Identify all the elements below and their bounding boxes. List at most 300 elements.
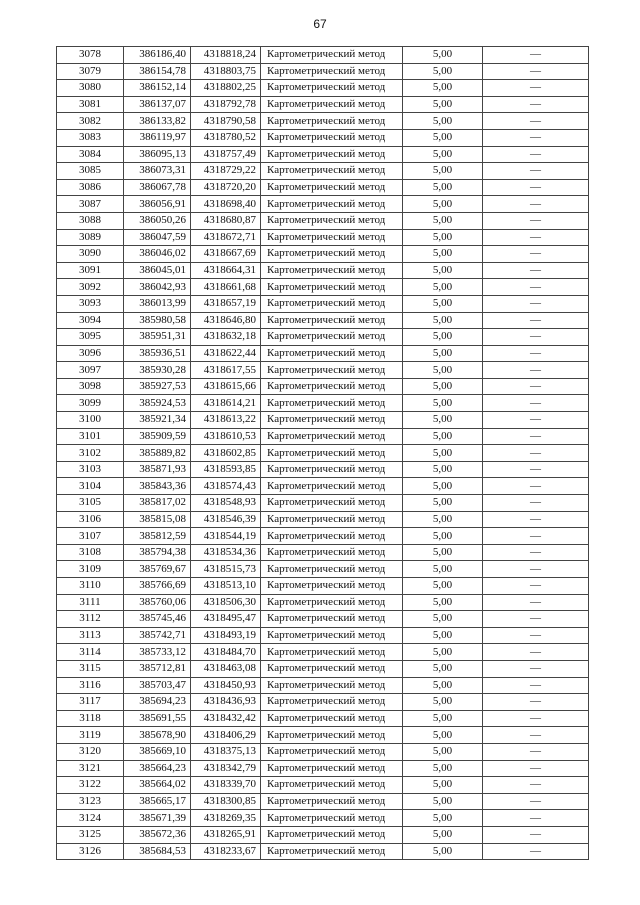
x-coordinate-cell: 386045,01 <box>124 262 191 279</box>
x-coordinate-cell: 385936,51 <box>124 345 191 362</box>
table-row <box>57 461 589 478</box>
point-number-cell: 3098 <box>57 378 124 395</box>
point-number-cell: 3082 <box>57 113 124 130</box>
accuracy-cell: 5,00 <box>403 826 483 843</box>
method-cell: Картометрический метод <box>261 63 403 80</box>
method-cell: Картометрический метод <box>261 710 403 727</box>
x-coordinate-cell: 385678,90 <box>124 727 191 744</box>
table-row <box>57 793 589 810</box>
method-cell: Картометрический метод <box>261 163 403 180</box>
point-number-cell: 3118 <box>57 710 124 727</box>
y-coordinate-cell: 4318450,93 <box>191 677 261 694</box>
accuracy-cell: 5,00 <box>403 129 483 146</box>
x-coordinate-cell: 386119,97 <box>124 129 191 146</box>
accuracy-cell: 5,00 <box>403 246 483 263</box>
accuracy-cell: 5,00 <box>403 611 483 628</box>
point-number-cell: 3122 <box>57 777 124 794</box>
y-coordinate-cell: 4318534,36 <box>191 544 261 561</box>
note-cell: — <box>483 279 589 296</box>
table-row <box>57 229 589 246</box>
accuracy-cell: 5,00 <box>403 80 483 97</box>
y-coordinate-cell: 4318661,68 <box>191 279 261 296</box>
table-row <box>57 362 589 379</box>
y-coordinate-cell: 4318548,93 <box>191 495 261 512</box>
method-cell: Картометрический метод <box>261 47 403 64</box>
x-coordinate-cell: 385921,34 <box>124 412 191 429</box>
accuracy-cell: 5,00 <box>403 47 483 64</box>
x-coordinate-cell: 386056,91 <box>124 196 191 213</box>
accuracy-cell: 5,00 <box>403 743 483 760</box>
point-number-cell: 3083 <box>57 129 124 146</box>
method-cell: Картометрический метод <box>261 677 403 694</box>
method-cell: Картометрический метод <box>261 246 403 263</box>
method-cell: Картометрический метод <box>261 262 403 279</box>
accuracy-cell: 5,00 <box>403 528 483 545</box>
y-coordinate-cell: 4318803,75 <box>191 63 261 80</box>
note-cell: — <box>483 428 589 445</box>
table-row <box>57 727 589 744</box>
method-cell: Картометрический метод <box>261 511 403 528</box>
point-number-cell: 3092 <box>57 279 124 296</box>
table-row <box>57 47 589 64</box>
accuracy-cell: 5,00 <box>403 777 483 794</box>
y-coordinate-cell: 4318432,42 <box>191 710 261 727</box>
accuracy-cell: 5,00 <box>403 412 483 429</box>
table-row <box>57 378 589 395</box>
coordinates-table-body <box>57 47 589 860</box>
table-row <box>57 843 589 860</box>
point-number-cell: 3087 <box>57 196 124 213</box>
method-cell: Картометрический метод <box>261 760 403 777</box>
x-coordinate-cell: 385951,31 <box>124 329 191 346</box>
method-cell: Картометрический метод <box>261 378 403 395</box>
method-cell: Картометрический метод <box>261 312 403 329</box>
x-coordinate-cell: 385924,53 <box>124 395 191 412</box>
y-coordinate-cell: 4318546,39 <box>191 511 261 528</box>
accuracy-cell: 5,00 <box>403 843 483 860</box>
accuracy-cell: 5,00 <box>403 544 483 561</box>
x-coordinate-cell: 385691,55 <box>124 710 191 727</box>
table-row <box>57 561 589 578</box>
point-number-cell: 3093 <box>57 295 124 312</box>
method-cell: Картометрический метод <box>261 179 403 196</box>
note-cell: — <box>483 694 589 711</box>
note-cell: — <box>483 594 589 611</box>
method-cell: Картометрический метод <box>261 146 403 163</box>
method-cell: Картометрический метод <box>261 96 403 113</box>
point-number-cell: 3078 <box>57 47 124 64</box>
y-coordinate-cell: 4318664,31 <box>191 262 261 279</box>
x-coordinate-cell: 385745,46 <box>124 611 191 628</box>
table-row <box>57 428 589 445</box>
method-cell: Картометрический метод <box>261 561 403 578</box>
point-number-cell: 3108 <box>57 544 124 561</box>
x-coordinate-cell: 385794,38 <box>124 544 191 561</box>
method-cell: Картометрический метод <box>261 660 403 677</box>
x-coordinate-cell: 385909,59 <box>124 428 191 445</box>
accuracy-cell: 5,00 <box>403 694 483 711</box>
point-number-cell: 3119 <box>57 727 124 744</box>
table-row <box>57 412 589 429</box>
point-number-cell: 3111 <box>57 594 124 611</box>
accuracy-cell: 5,00 <box>403 362 483 379</box>
accuracy-cell: 5,00 <box>403 196 483 213</box>
y-coordinate-cell: 4318574,43 <box>191 478 261 495</box>
accuracy-cell: 5,00 <box>403 279 483 296</box>
y-coordinate-cell: 4318269,35 <box>191 810 261 827</box>
method-cell: Картометрический метод <box>261 694 403 711</box>
note-cell: — <box>483 743 589 760</box>
accuracy-cell: 5,00 <box>403 113 483 130</box>
method-cell: Картометрический метод <box>261 478 403 495</box>
note-cell: — <box>483 461 589 478</box>
point-number-cell: 3080 <box>57 80 124 97</box>
point-number-cell: 3102 <box>57 445 124 462</box>
accuracy-cell: 5,00 <box>403 461 483 478</box>
method-cell: Картометрический метод <box>261 229 403 246</box>
note-cell: — <box>483 843 589 860</box>
note-cell: — <box>483 826 589 843</box>
table-row <box>57 279 589 296</box>
point-number-cell: 3081 <box>57 96 124 113</box>
accuracy-cell: 5,00 <box>403 345 483 362</box>
table-row <box>57 445 589 462</box>
y-coordinate-cell: 4318698,40 <box>191 196 261 213</box>
y-coordinate-cell: 4318300,85 <box>191 793 261 810</box>
table-row <box>57 80 589 97</box>
accuracy-cell: 5,00 <box>403 644 483 661</box>
x-coordinate-cell: 386073,31 <box>124 163 191 180</box>
point-number-cell: 3105 <box>57 495 124 512</box>
accuracy-cell: 5,00 <box>403 495 483 512</box>
note-cell: — <box>483 246 589 263</box>
note-cell: — <box>483 179 589 196</box>
y-coordinate-cell: 4318792,78 <box>191 96 261 113</box>
x-coordinate-cell: 386133,82 <box>124 113 191 130</box>
table-row <box>57 826 589 843</box>
point-number-cell: 3104 <box>57 478 124 495</box>
table-row <box>57 660 589 677</box>
accuracy-cell: 5,00 <box>403 146 483 163</box>
accuracy-cell: 5,00 <box>403 179 483 196</box>
note-cell: — <box>483 495 589 512</box>
y-coordinate-cell: 4318593,85 <box>191 461 261 478</box>
accuracy-cell: 5,00 <box>403 63 483 80</box>
point-number-cell: 3107 <box>57 528 124 545</box>
note-cell: — <box>483 378 589 395</box>
x-coordinate-cell: 385712,81 <box>124 660 191 677</box>
method-cell: Картометрический метод <box>261 395 403 412</box>
note-cell: — <box>483 212 589 229</box>
x-coordinate-cell: 386186,40 <box>124 47 191 64</box>
accuracy-cell: 5,00 <box>403 810 483 827</box>
y-coordinate-cell: 4318617,55 <box>191 362 261 379</box>
note-cell: — <box>483 810 589 827</box>
point-number-cell: 3115 <box>57 660 124 677</box>
x-coordinate-cell: 385980,58 <box>124 312 191 329</box>
point-number-cell: 3123 <box>57 793 124 810</box>
table-row <box>57 146 589 163</box>
point-number-cell: 3117 <box>57 694 124 711</box>
method-cell: Картометрический метод <box>261 627 403 644</box>
accuracy-cell: 5,00 <box>403 578 483 595</box>
point-number-cell: 3100 <box>57 412 124 429</box>
x-coordinate-cell: 385742,71 <box>124 627 191 644</box>
point-number-cell: 3106 <box>57 511 124 528</box>
method-cell: Картометрический метод <box>261 412 403 429</box>
point-number-cell: 3086 <box>57 179 124 196</box>
note-cell: — <box>483 163 589 180</box>
y-coordinate-cell: 4318544,19 <box>191 528 261 545</box>
note-cell: — <box>483 146 589 163</box>
table-row <box>57 511 589 528</box>
table-row <box>57 63 589 80</box>
accuracy-cell: 5,00 <box>403 660 483 677</box>
method-cell: Картометрический метод <box>261 826 403 843</box>
accuracy-cell: 5,00 <box>403 295 483 312</box>
table-row <box>57 329 589 346</box>
point-number-cell: 3084 <box>57 146 124 163</box>
method-cell: Картометрический метод <box>261 495 403 512</box>
method-cell: Картометрический метод <box>261 113 403 130</box>
x-coordinate-cell: 385664,23 <box>124 760 191 777</box>
y-coordinate-cell: 4318436,93 <box>191 694 261 711</box>
page-number: 67 <box>313 17 327 31</box>
note-cell: — <box>483 660 589 677</box>
note-cell: — <box>483 544 589 561</box>
method-cell: Картометрический метод <box>261 362 403 379</box>
accuracy-cell: 5,00 <box>403 163 483 180</box>
method-cell: Картометрический метод <box>261 843 403 860</box>
point-number-cell: 3113 <box>57 627 124 644</box>
accuracy-cell: 5,00 <box>403 793 483 810</box>
table-row <box>57 594 589 611</box>
method-cell: Картометрический метод <box>261 594 403 611</box>
x-coordinate-cell: 385664,02 <box>124 777 191 794</box>
method-cell: Картометрический метод <box>261 196 403 213</box>
point-number-cell: 3095 <box>57 329 124 346</box>
x-coordinate-cell: 385684,53 <box>124 843 191 860</box>
note-cell: — <box>483 710 589 727</box>
point-number-cell: 3089 <box>57 229 124 246</box>
point-number-cell: 3088 <box>57 212 124 229</box>
x-coordinate-cell: 385669,10 <box>124 743 191 760</box>
table-row <box>57 129 589 146</box>
x-coordinate-cell: 386152,14 <box>124 80 191 97</box>
point-number-cell: 3090 <box>57 246 124 263</box>
note-cell: — <box>483 511 589 528</box>
note-cell: — <box>483 395 589 412</box>
y-coordinate-cell: 4318667,69 <box>191 246 261 263</box>
x-coordinate-cell: 385871,93 <box>124 461 191 478</box>
y-coordinate-cell: 4318602,85 <box>191 445 261 462</box>
method-cell: Картометрический метод <box>261 793 403 810</box>
table-row <box>57 743 589 760</box>
note-cell: — <box>483 578 589 595</box>
y-coordinate-cell: 4318515,73 <box>191 561 261 578</box>
point-number-cell: 3094 <box>57 312 124 329</box>
point-number-cell: 3120 <box>57 743 124 760</box>
y-coordinate-cell: 4318614,21 <box>191 395 261 412</box>
accuracy-cell: 5,00 <box>403 395 483 412</box>
y-coordinate-cell: 4318632,18 <box>191 329 261 346</box>
accuracy-cell: 5,00 <box>403 428 483 445</box>
y-coordinate-cell: 4318757,49 <box>191 146 261 163</box>
y-coordinate-cell: 4318339,70 <box>191 777 261 794</box>
x-coordinate-cell: 385815,08 <box>124 511 191 528</box>
y-coordinate-cell: 4318646,80 <box>191 312 261 329</box>
coordinates-table <box>56 46 589 860</box>
note-cell: — <box>483 362 589 379</box>
accuracy-cell: 5,00 <box>403 378 483 395</box>
table-row <box>57 262 589 279</box>
x-coordinate-cell: 385703,47 <box>124 677 191 694</box>
method-cell: Картометрический метод <box>261 80 403 97</box>
y-coordinate-cell: 4318613,22 <box>191 412 261 429</box>
x-coordinate-cell: 386154,78 <box>124 63 191 80</box>
point-number-cell: 3110 <box>57 578 124 595</box>
point-number-cell: 3126 <box>57 843 124 860</box>
note-cell: — <box>483 777 589 794</box>
y-coordinate-cell: 4318672,71 <box>191 229 261 246</box>
y-coordinate-cell: 4318818,24 <box>191 47 261 64</box>
point-number-cell: 3124 <box>57 810 124 827</box>
y-coordinate-cell: 4318720,20 <box>191 179 261 196</box>
y-coordinate-cell: 4318484,70 <box>191 644 261 661</box>
x-coordinate-cell: 385930,28 <box>124 362 191 379</box>
x-coordinate-cell: 386137,07 <box>124 96 191 113</box>
method-cell: Картометрический метод <box>261 743 403 760</box>
accuracy-cell: 5,00 <box>403 511 483 528</box>
accuracy-cell: 5,00 <box>403 445 483 462</box>
accuracy-cell: 5,00 <box>403 478 483 495</box>
table-row <box>57 627 589 644</box>
note-cell: — <box>483 627 589 644</box>
accuracy-cell: 5,00 <box>403 760 483 777</box>
y-coordinate-cell: 4318506,30 <box>191 594 261 611</box>
note-cell: — <box>483 445 589 462</box>
accuracy-cell: 5,00 <box>403 594 483 611</box>
note-cell: — <box>483 677 589 694</box>
note-cell: — <box>483 262 589 279</box>
note-cell: — <box>483 793 589 810</box>
note-cell: — <box>483 727 589 744</box>
accuracy-cell: 5,00 <box>403 262 483 279</box>
table-row <box>57 578 589 595</box>
x-coordinate-cell: 385672,36 <box>124 826 191 843</box>
y-coordinate-cell: 4318463,08 <box>191 660 261 677</box>
accuracy-cell: 5,00 <box>403 677 483 694</box>
note-cell: — <box>483 611 589 628</box>
accuracy-cell: 5,00 <box>403 627 483 644</box>
note-cell: — <box>483 412 589 429</box>
method-cell: Картометрический метод <box>261 727 403 744</box>
method-cell: Картометрический метод <box>261 611 403 628</box>
y-coordinate-cell: 4318342,79 <box>191 760 261 777</box>
accuracy-cell: 5,00 <box>403 212 483 229</box>
y-coordinate-cell: 4318233,67 <box>191 843 261 860</box>
table-row <box>57 96 589 113</box>
y-coordinate-cell: 4318680,87 <box>191 212 261 229</box>
x-coordinate-cell: 385665,17 <box>124 793 191 810</box>
table-row <box>57 528 589 545</box>
table-row <box>57 710 589 727</box>
accuracy-cell: 5,00 <box>403 710 483 727</box>
note-cell: — <box>483 644 589 661</box>
note-cell: — <box>483 561 589 578</box>
table-row <box>57 677 589 694</box>
point-number-cell: 3097 <box>57 362 124 379</box>
point-number-cell: 3085 <box>57 163 124 180</box>
table-row <box>57 694 589 711</box>
table-row <box>57 345 589 362</box>
table-row <box>57 312 589 329</box>
table-row <box>57 810 589 827</box>
x-coordinate-cell: 385694,23 <box>124 694 191 711</box>
method-cell: Картометрический метод <box>261 212 403 229</box>
note-cell: — <box>483 312 589 329</box>
method-cell: Картометрический метод <box>261 544 403 561</box>
accuracy-cell: 5,00 <box>403 329 483 346</box>
method-cell: Картометрический метод <box>261 777 403 794</box>
x-coordinate-cell: 385812,59 <box>124 528 191 545</box>
x-coordinate-cell: 385927,53 <box>124 378 191 395</box>
point-number-cell: 3099 <box>57 395 124 412</box>
table-row <box>57 295 589 312</box>
point-number-cell: 3079 <box>57 63 124 80</box>
method-cell: Картометрический метод <box>261 295 403 312</box>
note-cell: — <box>483 196 589 213</box>
method-cell: Картометрический метод <box>261 461 403 478</box>
y-coordinate-cell: 4318657,19 <box>191 295 261 312</box>
note-cell: — <box>483 113 589 130</box>
x-coordinate-cell: 386013,99 <box>124 295 191 312</box>
point-number-cell: 3114 <box>57 644 124 661</box>
table-row <box>57 395 589 412</box>
x-coordinate-cell: 385733,12 <box>124 644 191 661</box>
method-cell: Картометрический метод <box>261 578 403 595</box>
point-number-cell: 3125 <box>57 826 124 843</box>
y-coordinate-cell: 4318622,44 <box>191 345 261 362</box>
method-cell: Картометрический метод <box>261 528 403 545</box>
table-row <box>57 212 589 229</box>
table-row <box>57 478 589 495</box>
note-cell: — <box>483 63 589 80</box>
note-cell: — <box>483 760 589 777</box>
table-row <box>57 163 589 180</box>
note-cell: — <box>483 47 589 64</box>
x-coordinate-cell: 386042,93 <box>124 279 191 296</box>
y-coordinate-cell: 4318265,91 <box>191 826 261 843</box>
table-row <box>57 196 589 213</box>
y-coordinate-cell: 4318610,53 <box>191 428 261 445</box>
method-cell: Картометрический метод <box>261 810 403 827</box>
x-coordinate-cell: 386047,59 <box>124 229 191 246</box>
y-coordinate-cell: 4318375,13 <box>191 743 261 760</box>
point-number-cell: 3112 <box>57 611 124 628</box>
point-number-cell: 3121 <box>57 760 124 777</box>
table-row <box>57 179 589 196</box>
y-coordinate-cell: 4318790,58 <box>191 113 261 130</box>
accuracy-cell: 5,00 <box>403 561 483 578</box>
accuracy-cell: 5,00 <box>403 727 483 744</box>
x-coordinate-cell: 385889,82 <box>124 445 191 462</box>
table-row <box>57 777 589 794</box>
table-row <box>57 113 589 130</box>
table-row <box>57 246 589 263</box>
x-coordinate-cell: 386067,78 <box>124 179 191 196</box>
x-coordinate-cell: 386050,26 <box>124 212 191 229</box>
